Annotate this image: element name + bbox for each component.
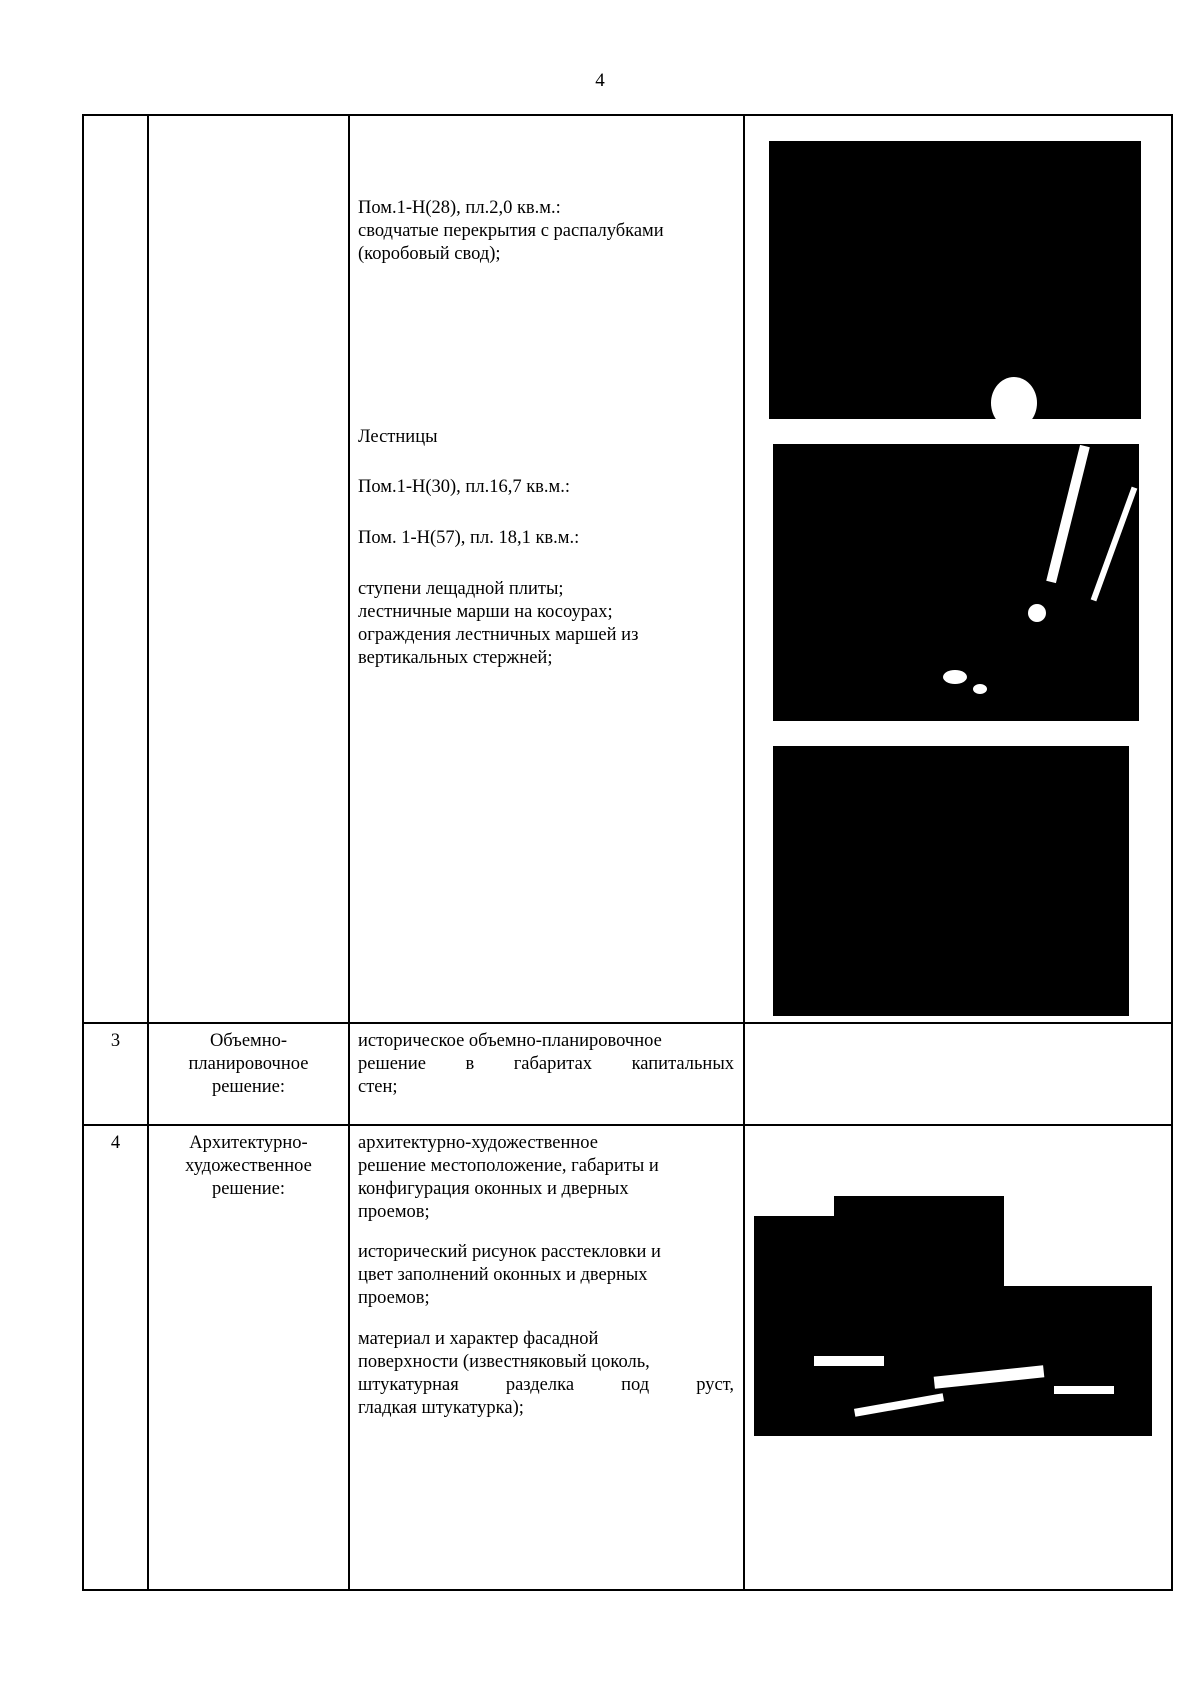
- text-line: решение местоположение, габариты и: [358, 1156, 659, 1176]
- row-category: [149, 1030, 348, 1099]
- text-line: гладкая штукатурка);: [358, 1398, 524, 1418]
- text-line: решение в габаритах капитальных: [358, 1054, 734, 1074]
- text-line: поверхности (известняковый цоколь,: [358, 1352, 650, 1372]
- table-border-bottom: [82, 1589, 1173, 1591]
- column-divider: [743, 114, 745, 1591]
- text-line: проемов;: [358, 1202, 430, 1222]
- photo-sky: [754, 1136, 1152, 1196]
- row-category: [149, 1132, 348, 1201]
- text-line: конфигурация оконных и дверных: [358, 1179, 629, 1199]
- text-line: Лестницы: [358, 427, 438, 447]
- text-line: штукатурная разделка под руст,: [358, 1375, 734, 1395]
- photo-highlight: [1046, 445, 1090, 583]
- row-features-text: [358, 578, 738, 670]
- text-line: цвет заполнений оконных и дверных: [358, 1265, 648, 1285]
- text-line: сводчатые перекрытия с распалубками: [358, 221, 664, 241]
- text-line: проемов;: [358, 1288, 430, 1308]
- text-line: стен;: [358, 1077, 398, 1097]
- stair-railing-photo: [773, 746, 1129, 1016]
- room-reference: [358, 476, 738, 499]
- row-features-text: [358, 1328, 734, 1420]
- row-features-text: [358, 1132, 734, 1224]
- photo-highlight: [814, 1356, 884, 1366]
- page-number: 4: [595, 70, 605, 91]
- text-line: решение:: [211, 1077, 286, 1097]
- text-line: вертикальных стержней;: [358, 648, 553, 668]
- section-heading: [358, 426, 738, 449]
- column-divider: [82, 114, 84, 1591]
- photo-highlight: [1091, 487, 1138, 602]
- photo-highlight: [943, 670, 967, 684]
- staircase-photo: [773, 444, 1139, 721]
- column-divider: [1171, 114, 1173, 1591]
- photo-highlight: [934, 1365, 1045, 1388]
- photo-sky: [1004, 1196, 1152, 1286]
- row-divider: [82, 1124, 1173, 1126]
- text-line: ограждения лестничных маршей из: [358, 625, 639, 645]
- text-line: Архитектурно-: [189, 1133, 308, 1153]
- building-facade-photo: [754, 1136, 1152, 1436]
- text-line: планировочное: [188, 1054, 309, 1074]
- text-line: решение:: [211, 1179, 286, 1199]
- photo-highlight: [854, 1393, 944, 1417]
- text-line: материал и характер фасадной: [358, 1329, 599, 1349]
- photo-sky: [754, 1196, 834, 1216]
- photo-highlight: [1028, 604, 1046, 622]
- photo-highlight: [973, 684, 987, 694]
- column-divider: [147, 114, 149, 1591]
- text-line: лестничные марши на косоурах;: [358, 602, 613, 622]
- text-line: Пом.1-Н(28), пл.2,0 кв.м.:: [358, 198, 561, 218]
- text-line: исторический рисунок расстекловки и: [358, 1242, 661, 1262]
- text-line: (коробовый свод);: [358, 244, 501, 264]
- text-line: художественное: [185, 1156, 312, 1176]
- row-number: 4: [110, 1133, 121, 1153]
- text-line: историческое объемно-планировочное: [358, 1031, 662, 1051]
- row-number: 3: [110, 1031, 121, 1051]
- room-reference: [358, 527, 738, 550]
- row-features-text: [358, 1030, 734, 1099]
- text-line: Пом.1-Н(30), пл.16,7 кв.м.:: [358, 477, 571, 497]
- text-line: архитектурно-художественное: [358, 1133, 598, 1153]
- text-line: Пом. 1-Н(57), пл. 18,1 кв.м.:: [358, 528, 580, 548]
- text-line: ступени лещадной плиты;: [358, 579, 564, 599]
- row-features-text: [358, 1241, 734, 1310]
- column-divider: [348, 114, 350, 1591]
- photo-highlight: [991, 377, 1037, 429]
- table-border-top: [82, 114, 1173, 116]
- protection-subject-table: [82, 114, 1173, 1591]
- row-divider: [82, 1022, 1173, 1024]
- vault-photo: [769, 141, 1141, 419]
- text-line: Объемно-: [209, 1031, 288, 1051]
- photo-highlight: [1054, 1386, 1114, 1394]
- row-features-text: [358, 197, 738, 266]
